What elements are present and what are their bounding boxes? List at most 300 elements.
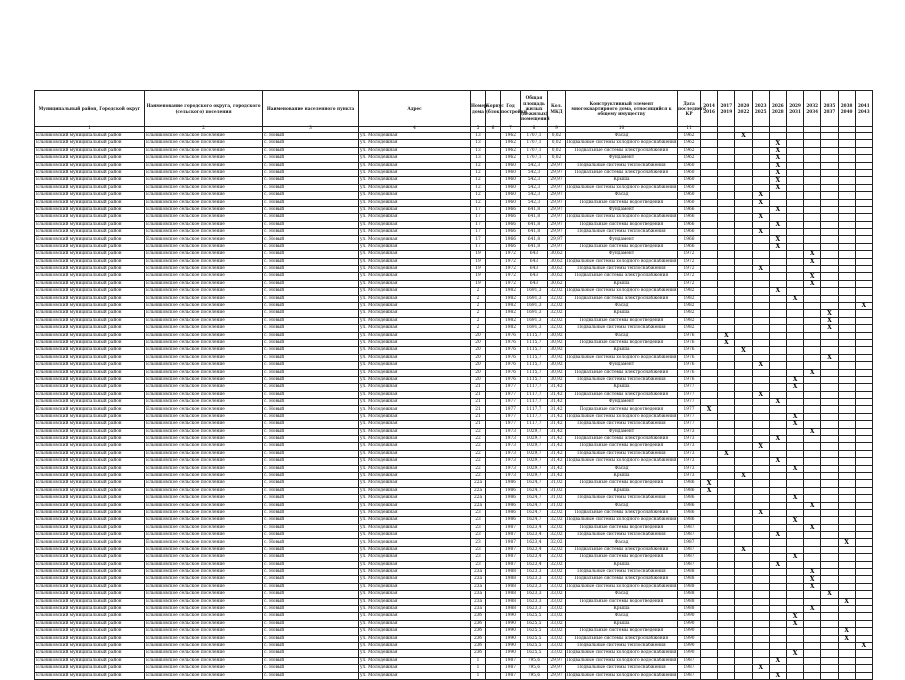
period-cell (701, 657, 718, 664)
period-cell (735, 288, 752, 295)
district-cell: Ельниковский муниципальный район (35, 606, 145, 613)
period-cell (786, 302, 803, 309)
locality-cell: с. Новый (263, 591, 359, 598)
period-cell (855, 554, 872, 561)
period-cell (701, 472, 718, 479)
district-cell: Ельниковский муниципальный район (35, 620, 145, 627)
period-cell (718, 421, 735, 428)
area-cell: 1624,7 (521, 495, 548, 502)
last-kr-cell: 1976 (678, 332, 701, 339)
element-cell: Подвальные системы теплоснабжения (566, 665, 678, 672)
period-mark: X (752, 199, 769, 206)
column-number: 9 (548, 127, 566, 133)
settlement-cell: Ельниковское сельское поселение (145, 487, 263, 494)
period-cell (838, 347, 855, 354)
building-cell (486, 450, 501, 457)
last-kr-cell: 1988 (678, 591, 701, 598)
period-cell (752, 155, 769, 162)
period-cell (804, 236, 821, 243)
period-cell (769, 539, 786, 546)
period-cell (786, 665, 803, 672)
area-cell: 643 (521, 266, 548, 273)
period-cell (855, 199, 872, 206)
period-cell (804, 480, 821, 487)
period-cell (735, 140, 752, 147)
element-cell: Фасад (566, 192, 678, 199)
building-cell (486, 465, 501, 472)
period-cell (769, 443, 786, 450)
period-cell (718, 177, 735, 184)
period-mark: X (752, 229, 769, 236)
mkd-count-cell: 31,02 (548, 495, 566, 502)
period-cell (821, 598, 838, 605)
district-cell: Ельниковский муниципальный район (35, 206, 145, 213)
mkd-count-cell: 31,42 (548, 443, 566, 450)
period-cell (735, 147, 752, 154)
period-cell (701, 465, 718, 472)
district-cell: Ельниковский муниципальный район (35, 450, 145, 457)
period-mark: X (769, 147, 786, 154)
period-cell (769, 332, 786, 339)
col-period: 2038 2040 (838, 91, 855, 127)
period-cell (821, 443, 838, 450)
address-cell: ул. Молодежная (359, 635, 471, 642)
year-cell: 1982 (501, 288, 521, 295)
locality-cell: с. Новый (263, 229, 359, 236)
last-kr-cell: 1986 (678, 495, 701, 502)
element-cell: Фасад (566, 302, 678, 309)
district-cell: Ельниковский муниципальный район (35, 509, 145, 516)
year-cell: 1960 (501, 192, 521, 199)
period-cell (718, 221, 735, 228)
element-cell: Подвальные системы электроснабжения (566, 436, 678, 443)
period-cell (855, 583, 872, 590)
element-cell: Подвальные системы водоотведения (566, 598, 678, 605)
year-cell: 1973 (501, 428, 521, 435)
element-cell: Подвальные системы электроснабжения (566, 369, 678, 376)
area-cell: 1029,7 (521, 428, 548, 435)
period-mark: X (769, 140, 786, 147)
address-cell: ул. Молодежная (359, 436, 471, 443)
district-cell: Ельниковский муниципальный район (35, 657, 145, 664)
table-row (35, 295, 873, 302)
locality-cell: с. Новый (263, 273, 359, 280)
period-cell (769, 480, 786, 487)
element-cell: Фундамент (566, 251, 678, 258)
address-cell: ул. Молодежная (359, 273, 471, 280)
district-cell: Ельниковский муниципальный район (35, 199, 145, 206)
last-kr-cell: 1960 (678, 169, 701, 176)
element-cell: Фундамент (566, 206, 678, 213)
area-cell: 1029,7 (521, 465, 548, 472)
period-cell (838, 369, 855, 376)
table-row (35, 376, 873, 383)
building-cell (486, 399, 501, 406)
house-cell: 17 (471, 214, 486, 221)
period-cell (701, 133, 718, 140)
mkd-count-cell: 32,02 (548, 517, 566, 524)
table-row (35, 421, 873, 428)
mkd-count-cell: 30,62 (548, 251, 566, 258)
period-cell (701, 214, 718, 221)
house-cell: 22а (471, 480, 486, 487)
period-cell (804, 495, 821, 502)
element-cell: Подвальные системы теплоснабжения (566, 532, 678, 539)
period-mark: X (855, 302, 872, 309)
address-cell: ул. Молодежная (359, 169, 471, 176)
table-row (35, 598, 873, 605)
period-cell (838, 332, 855, 339)
settlement-cell: Ельниковское сельское поселение (145, 221, 263, 228)
settlement-cell: Ельниковское сельское поселение (145, 591, 263, 598)
settlement-cell: Ельниковское сельское поселение (145, 598, 263, 605)
period-cell (804, 295, 821, 302)
house-cell: 17 (471, 243, 486, 250)
address-cell: ул. Молодежная (359, 657, 471, 664)
district-cell: Ельниковский муниципальный район (35, 546, 145, 553)
address-cell: ул. Молодежная (359, 495, 471, 502)
col-period: 2035 2037 (821, 91, 838, 127)
table-row (35, 495, 873, 502)
period-cell (735, 155, 752, 162)
period-cell (735, 295, 752, 302)
element-cell: Крыша (566, 347, 678, 354)
element-cell: Подвальные системы водоотведения (566, 406, 678, 413)
period-cell (701, 177, 718, 184)
period-cell (855, 376, 872, 383)
element-cell: Подвальные системы водоотведения (566, 628, 678, 635)
period-cell (718, 376, 735, 383)
period-cell (838, 465, 855, 472)
period-cell (752, 583, 769, 590)
locality-cell: с. Новый (263, 140, 359, 147)
period-cell (838, 450, 855, 457)
year-cell: 1973 (501, 472, 521, 479)
address-cell: ул. Молодежная (359, 199, 471, 206)
period-cell (804, 509, 821, 516)
settlement-cell: Ельниковское сельское поселение (145, 302, 263, 309)
mkd-count-cell: 31,42 (548, 458, 566, 465)
period-cell (735, 266, 752, 273)
period-cell (701, 443, 718, 450)
period-cell (718, 325, 735, 332)
table-row (35, 266, 873, 273)
period-cell (838, 672, 855, 679)
period-cell (786, 583, 803, 590)
settlement-cell: Ельниковское сельское поселение (145, 140, 263, 147)
period-cell (786, 243, 803, 250)
house-cell: 22 (471, 465, 486, 472)
settlement-cell: Ельниковское сельское поселение (145, 339, 263, 346)
element-cell: Подвальные системы теплоснабжения (566, 229, 678, 236)
locality-cell: с. Новый (263, 546, 359, 553)
year-cell: 1982 (501, 310, 521, 317)
locality-cell: с. Новый (263, 162, 359, 169)
building-cell (486, 133, 501, 140)
house-cell: 23а (471, 606, 486, 613)
mkd-count-cell: 32,02 (548, 524, 566, 531)
address-cell: ул. Молодежная (359, 561, 471, 568)
period-cell (804, 391, 821, 398)
period-cell (718, 620, 735, 627)
period-mark: X (838, 635, 855, 642)
period-cell (838, 273, 855, 280)
last-kr-cell: 1990 (678, 635, 701, 642)
period-cell (821, 495, 838, 502)
area-cell: 1115,7 (521, 369, 548, 376)
locality-cell: с. Новый (263, 133, 359, 140)
house-cell: 12 (471, 177, 486, 184)
district-cell: Ельниковский муниципальный район (35, 465, 145, 472)
element-cell: Подвальные системы электроснабжения (566, 576, 678, 583)
period-cell (855, 532, 872, 539)
period-cell (821, 199, 838, 206)
locality-cell: с. Новый (263, 665, 359, 672)
period-cell (804, 214, 821, 221)
district-cell: Ельниковский муниципальный район (35, 184, 145, 191)
mkd-count-cell: 32,02 (548, 546, 566, 553)
period-cell (769, 384, 786, 391)
settlement-cell: Ельниковское сельское поселение (145, 347, 263, 354)
settlement-cell: Ельниковское сельское поселение (145, 472, 263, 479)
address-cell: ул. Молодежная (359, 332, 471, 339)
period-cell (821, 406, 838, 413)
period-cell (701, 206, 718, 213)
locality-cell: с. Новый (263, 169, 359, 176)
year-cell: 1977 (501, 406, 521, 413)
district-cell: Ельниковский муниципальный район (35, 147, 145, 154)
district-cell: Ельниковский муниципальный район (35, 399, 145, 406)
period-cell (821, 546, 838, 553)
period-cell (804, 450, 821, 457)
period-cell (838, 591, 855, 598)
period-cell (804, 147, 821, 154)
period-cell (821, 206, 838, 213)
address-cell: ул. Молодежная (359, 229, 471, 236)
area-cell: 1115,7 (521, 376, 548, 383)
table-row (35, 509, 873, 516)
year-cell: 1976 (501, 354, 521, 361)
period-cell (735, 480, 752, 487)
period-cell (701, 620, 718, 627)
period-cell (786, 576, 803, 583)
mkd-count-cell: 31,42 (548, 421, 566, 428)
mkd-count-cell: 29,97 (548, 169, 566, 176)
period-cell (838, 421, 855, 428)
settlement-cell: Ельниковское сельское поселение (145, 376, 263, 383)
period-mark: X (804, 569, 821, 576)
period-cell (735, 443, 752, 450)
settlement-cell: Ельниковское сельское поселение (145, 635, 263, 642)
area-cell: 1623,4 (521, 561, 548, 568)
address-cell: ул. Молодежная (359, 258, 471, 265)
period-cell (838, 302, 855, 309)
period-mark: X (718, 332, 735, 339)
period-cell (855, 450, 872, 457)
period-cell (821, 140, 838, 147)
mkd-count-cell: 32,02 (548, 295, 566, 302)
period-cell (855, 650, 872, 657)
settlement-cell: Ельниковское сельское поселение (145, 465, 263, 472)
period-mark: X (769, 184, 786, 191)
period-cell (735, 428, 752, 435)
period-cell (838, 399, 855, 406)
period-cell (735, 569, 752, 576)
address-cell: ул. Молодежная (359, 236, 471, 243)
locality-cell: с. Новый (263, 310, 359, 317)
house-cell: 13 (471, 147, 486, 154)
element-cell: Подвальные системы холодного водоснабжения (566, 214, 677, 220)
last-kr-cell: 1987 (678, 532, 701, 539)
period-cell (701, 251, 718, 258)
last-kr-cell: 1976 (678, 347, 701, 354)
period-cell (701, 606, 718, 613)
house-cell: 19 (471, 251, 486, 258)
building-cell (486, 569, 501, 576)
building-cell (486, 229, 501, 236)
year-cell: 1990 (501, 620, 521, 627)
period-mark: X (821, 325, 838, 332)
period-cell (718, 495, 735, 502)
area-cell: 1117,7 (521, 421, 548, 428)
mkd-count-cell: 29,97 (548, 214, 566, 221)
period-cell (855, 524, 872, 531)
period-cell (718, 251, 735, 258)
period-cell (821, 177, 838, 184)
locality-cell: с. Новый (263, 421, 359, 428)
last-kr-cell: 1973 (678, 458, 701, 465)
period-cell (735, 384, 752, 391)
period-cell (804, 199, 821, 206)
district-cell: Ельниковский муниципальный район (35, 524, 145, 531)
area-cell: 1623,3 (521, 606, 548, 613)
table-row (35, 169, 873, 176)
period-mark: X (735, 347, 752, 354)
period-cell (855, 369, 872, 376)
period-cell (735, 399, 752, 406)
period-cell (752, 421, 769, 428)
period-cell (735, 620, 752, 627)
settlement-cell: Ельниковское сельское поселение (145, 155, 263, 162)
building-cell (486, 236, 501, 243)
period-cell (769, 317, 786, 324)
period-cell (821, 258, 838, 265)
locality-cell: с. Новый (263, 443, 359, 450)
district-cell: Ельниковский муниципальный район (35, 258, 145, 265)
district-cell: Ельниковский муниципальный район (35, 169, 145, 176)
year-cell: 1976 (501, 362, 521, 369)
period-cell (804, 532, 821, 539)
settlement-cell: Ельниковское сельское поселение (145, 561, 263, 568)
period-cell (821, 214, 838, 221)
period-cell (752, 524, 769, 531)
settlement-cell: Ельниковское сельское поселение (145, 206, 263, 213)
period-cell (735, 532, 752, 539)
element-cell: Подвальные системы холодного водоснабжения (566, 258, 677, 264)
element-cell: Подвальные системы теплоснабжения (566, 450, 678, 457)
period-cell (821, 672, 838, 679)
address-cell: ул. Молодежная (359, 391, 471, 398)
period-mark: X (804, 583, 821, 590)
year-cell: 1973 (501, 443, 521, 450)
mkd-count-cell: 33,02 (548, 642, 566, 649)
year-cell: 1973 (501, 450, 521, 457)
table-row (35, 613, 873, 620)
period-cell (735, 214, 752, 221)
period-cell (786, 569, 803, 576)
area-cell: 1623,4 (521, 532, 548, 539)
last-kr-cell: 1960 (678, 162, 701, 169)
period-cell (718, 487, 735, 494)
period-cell (701, 369, 718, 376)
period-cell (718, 258, 735, 265)
register-table-container (34, 90, 872, 680)
period-cell (821, 133, 838, 140)
table-row (35, 532, 873, 539)
period-cell (769, 354, 786, 361)
district-cell: Ельниковский муниципальный район (35, 140, 145, 147)
last-kr-cell: 1987 (678, 524, 701, 531)
element-cell: Подвальные системы теплоснабжения (566, 642, 678, 649)
mkd-count-cell: 33,02 (548, 583, 566, 590)
period-cell (735, 591, 752, 598)
period-cell (769, 295, 786, 302)
locality-cell: с. Новый (263, 406, 359, 413)
element-cell: Подвальные системы электроснабжения (566, 169, 678, 176)
district-cell: Ельниковский муниципальный район (35, 236, 145, 243)
year-cell: 1966 (501, 243, 521, 250)
period-cell (735, 524, 752, 531)
table-row (35, 569, 873, 576)
year-cell: 1988 (501, 576, 521, 583)
locality-cell: с. Новый (263, 347, 359, 354)
mkd-count-cell: 30,62 (548, 266, 566, 273)
element-cell: Подвальные системы электроснабжения (566, 147, 678, 154)
period-cell (855, 155, 872, 162)
locality-cell: с. Новый (263, 376, 359, 383)
year-cell: 1977 (501, 421, 521, 428)
year-cell: 1986 (501, 495, 521, 502)
building-cell (486, 376, 501, 383)
period-cell (804, 266, 821, 273)
period-cell (821, 569, 838, 576)
element-cell: Подвальные системы холодного водоснабжения (566, 413, 677, 419)
last-kr-cell: 1987 (678, 665, 701, 672)
mkd-count-cell: 29,97 (548, 177, 566, 184)
period-mark: X (821, 591, 838, 598)
period-cell (735, 517, 752, 524)
mkd-count-cell: 29,97 (548, 206, 566, 213)
period-cell (718, 517, 735, 524)
period-cell (769, 495, 786, 502)
period-cell (786, 147, 803, 154)
period-cell (735, 199, 752, 206)
locality-cell: с. Новый (263, 214, 359, 221)
house-cell: 1 (471, 657, 486, 664)
period-cell (701, 310, 718, 317)
mkd-count-cell: 31,42 (548, 406, 566, 413)
building-cell (486, 339, 501, 346)
period-cell (752, 376, 769, 383)
address-cell: ул. Молодежная (359, 155, 471, 162)
mkd-count-cell: 31,42 (548, 413, 566, 420)
house-cell: 22 (471, 450, 486, 457)
year-cell: 1987 (501, 554, 521, 561)
settlement-cell: Ельниковское сельское поселение (145, 620, 263, 627)
period-cell (735, 635, 752, 642)
mkd-count-cell: 29,97 (548, 221, 566, 228)
settlement-cell: Ельниковское сельское поселение (145, 443, 263, 450)
